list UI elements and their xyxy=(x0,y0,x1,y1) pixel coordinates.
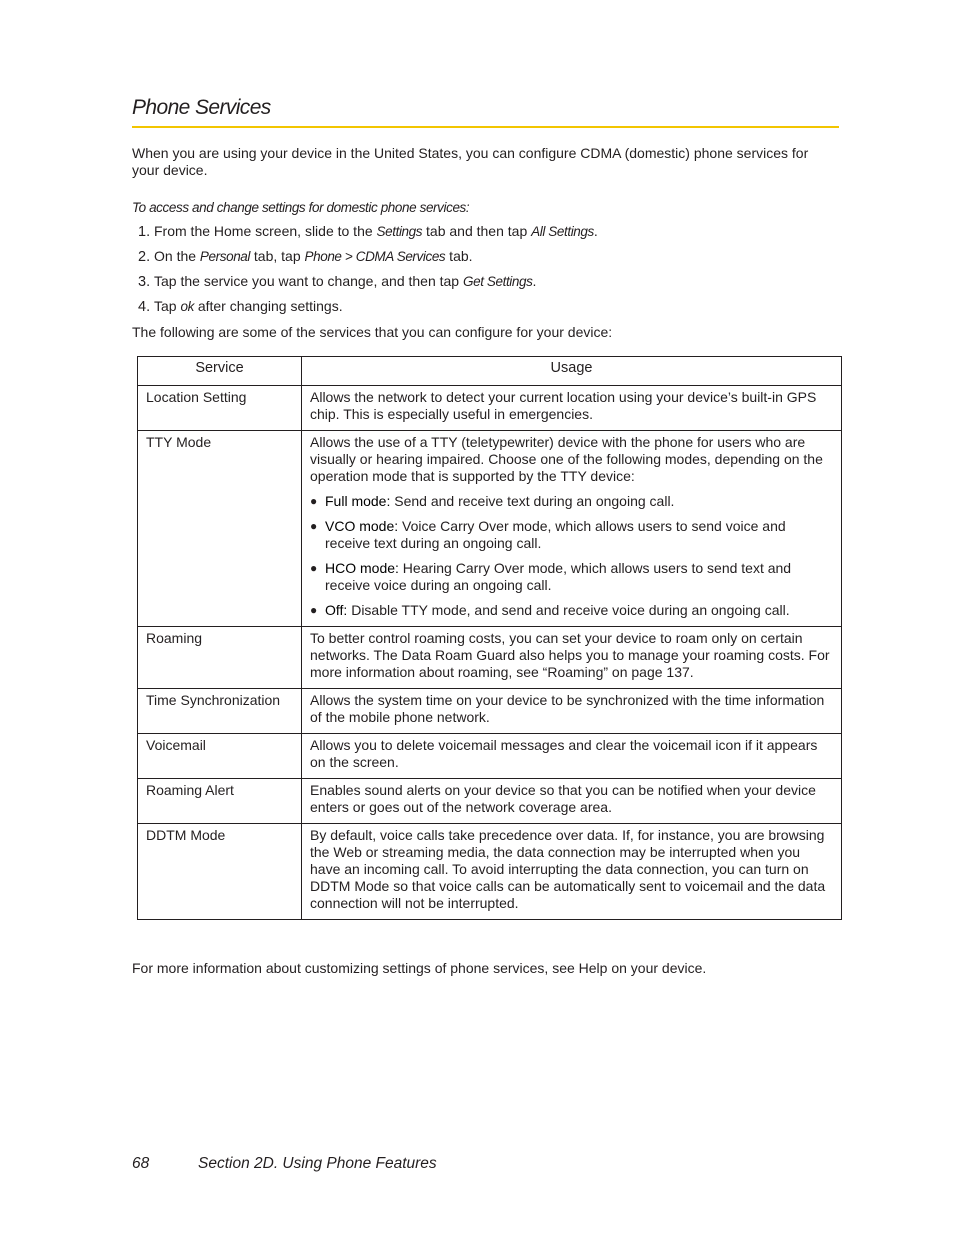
usage-cell xyxy=(302,431,842,627)
services-table xyxy=(137,356,842,920)
intro-paragraph: When you are using your device in the United States, you can configure CDMA (domestic) phone services for your device. xyxy=(132,145,809,178)
column-header-service: Service xyxy=(138,357,302,386)
service-cell: TTY Mode xyxy=(138,431,302,627)
ui-term: All Settings xyxy=(531,224,594,239)
table-row xyxy=(138,779,842,824)
usage-cell: Allows the system time on your device to be synchronized with the time information of the mobile phone network. xyxy=(302,689,842,734)
service-cell: DDTM Mode xyxy=(138,824,302,920)
step-number: 4. xyxy=(138,299,151,315)
column-header-usage: Usage xyxy=(302,357,842,386)
service-cell: Roaming Alert xyxy=(138,779,302,824)
ui-term: Phone > CDMA Services xyxy=(304,249,446,264)
step-4: 4. Tap ok after changing settings. xyxy=(138,298,343,315)
bullet-icon: ● xyxy=(310,561,318,575)
page-number: 68 xyxy=(132,1155,150,1172)
tty-option: ● VCO mode: Voice Carry Over mode, which allows users to send voice and receive text during an ongoing call. xyxy=(310,518,786,551)
table-row xyxy=(138,734,842,779)
ui-term: ok xyxy=(180,299,194,314)
step-number: 3. xyxy=(138,274,151,290)
tty-option: ● Off: Disable TTY mode, and send and receive voice during an ongoing call. xyxy=(310,602,790,618)
bullet-icon: ● xyxy=(310,519,318,533)
table-row xyxy=(138,627,842,689)
step-number: 1. xyxy=(138,224,151,240)
option-label: Full mode: xyxy=(325,493,391,509)
table-row xyxy=(138,386,842,431)
table-row xyxy=(138,689,842,734)
step-3: 3. Tap the service you want to change, and then tap Get Settings. xyxy=(138,273,537,290)
service-cell: Location Setting xyxy=(138,386,302,431)
service-cell: Voicemail xyxy=(138,734,302,779)
tty-option: ● Full mode: Send and receive text during an ongoing call. xyxy=(310,493,675,509)
footer-section: Section 2D. Using Phone Features xyxy=(198,1155,437,1172)
service-cell: Time Synchronization xyxy=(138,689,302,734)
closing-paragraph: For more information about customizing settings of phone services, see Help on your device. xyxy=(132,960,707,976)
step-number: 2. xyxy=(138,249,151,265)
step-2: 2. On the Personal tab, tap Phone > CDMA Services tab. xyxy=(138,248,473,265)
bullet-icon: ● xyxy=(310,494,318,508)
ui-term: Get Settings xyxy=(462,274,533,289)
service-cell: Roaming xyxy=(138,627,302,689)
table-lead: The following are some of the services that you can configure for your device: xyxy=(132,324,613,340)
table-row xyxy=(138,824,842,920)
ui-term: Settings xyxy=(376,224,423,239)
option-label: Off: xyxy=(325,602,348,618)
step-1: 1. From the Home screen, slide to the Settings tab and then tap All Settings. xyxy=(138,223,598,240)
tty-option: ● HCO mode: Hearing Carry Over mode, which allows users to send text and receive voice during an ongoing call. xyxy=(310,560,792,593)
usage-cell: By default, voice calls take precedence over data. If, for instance, you are browsing the Web or streaming media, the data connection may be interrupted when you have an incoming call. To avoid interrupting the data connection, you can turn on DDTM Mode so that voice calls can be automatically sent to voicemail and the data connection will not be interrupted. xyxy=(302,824,842,920)
usage-cell: Enables sound alerts on your device so that you can be notified when your device enters or goes out of the network coverage area. xyxy=(302,779,842,824)
table-header-row xyxy=(138,357,842,386)
procedure-lead: To access and change settings for domestic phone services: xyxy=(132,200,470,215)
usage-cell: Allows the network to detect your current location using your device’s built-in GPS chip. This is especially useful in emergencies. xyxy=(302,386,842,431)
option-label: HCO mode: xyxy=(325,560,399,576)
section-title: Phone Services xyxy=(132,96,839,128)
procedure-steps xyxy=(138,223,828,323)
page-footer xyxy=(132,1155,437,1173)
usage-cell: To better control roaming costs, you can set your device to roam only on certain networks. The Data Roam Guard also helps you to manage your roaming costs. For more information about roaming, see “Roaming” on page 137. xyxy=(302,627,842,689)
table-row xyxy=(138,431,842,627)
option-label: VCO mode: xyxy=(325,518,399,534)
bullet-icon: ● xyxy=(310,603,318,617)
usage-cell: Allows you to delete voicemail messages and clear the voicemail icon if it appears on the screen. xyxy=(302,734,842,779)
usage-text: Allows the use of a TTY (teletypewriter) device with the phone for users who are visually or hearing impaired. Choose one of the following modes, depending on the operation mode that is supported by the TTY device: xyxy=(310,434,823,484)
ui-term: Personal xyxy=(199,249,251,264)
